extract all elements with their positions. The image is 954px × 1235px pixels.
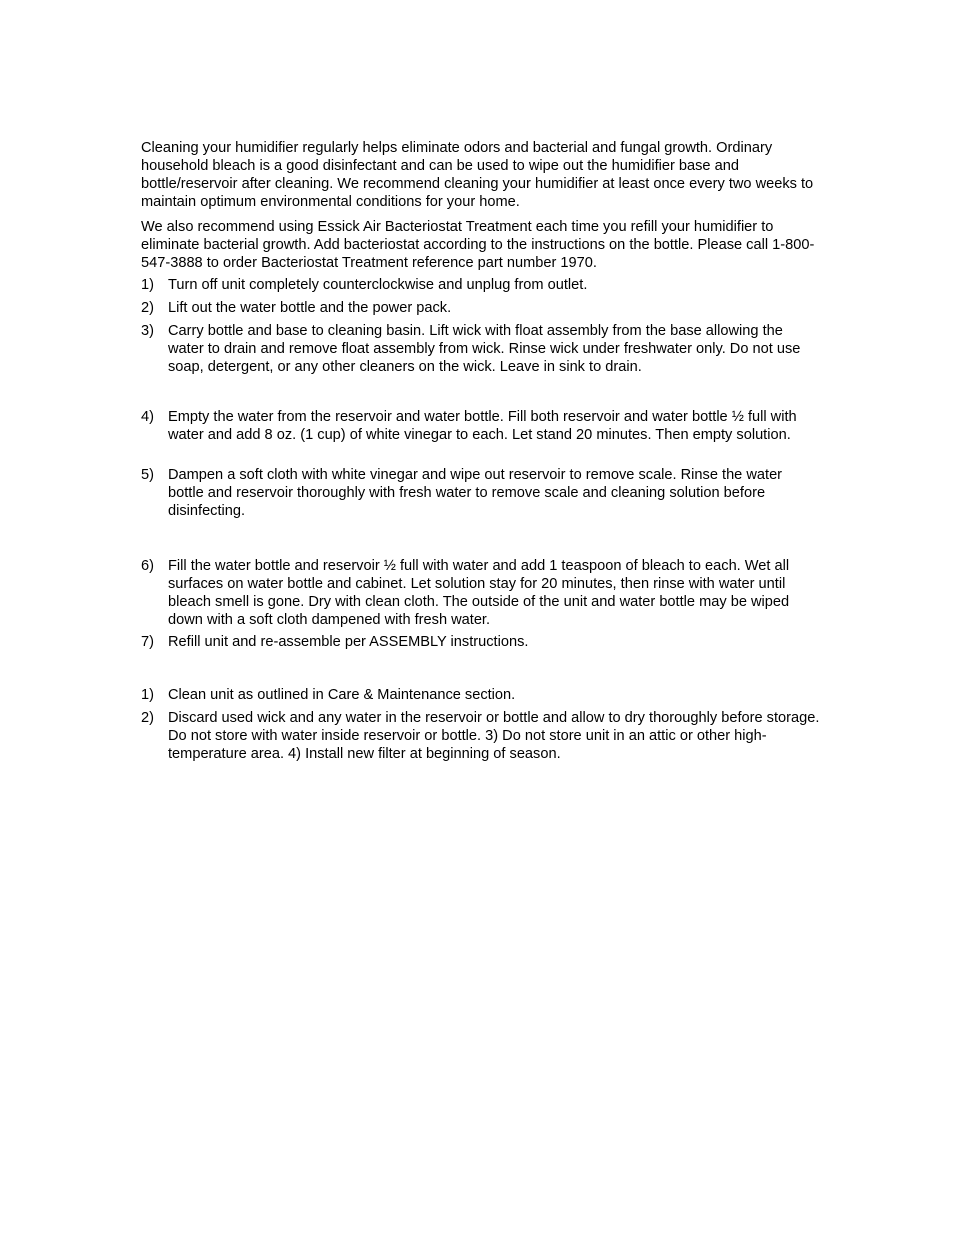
step-text: Clean unit as outlined in Care & Maintenance section. [168,687,516,703]
step-text: Fill the water bottle and reservoir ½ full with water and add 1 teaspoon of bleach to each. Wet all surfaces on water bottle and cabinet. Let solution stay for 20 minutes, then rinse with water until bleach smell is gone. Dry with clean cloth. The outside of the unit and water bottle may be wiped down with a soft cloth dampened with fresh water. [168,558,790,628]
step-number: 6) [141,558,154,574]
cleaning-step [141,408,821,444]
intro-paragraph-bacteriostat: We also recommend using Essick Air Bacteriostat Treatment each time you refill your humidifier to eliminate bacterial growth. Add bacteriostat according to the instructions on the bottle. Please call 1-800-547-3888 to order Bacteriostat Treatment reference part number 1970. [141,219,815,271]
cleaning-step [141,633,821,651]
step-number: 4) [141,409,154,425]
step-number: 2) [141,710,154,726]
step-text: Discard used wick and any water in the reservoir or bottle and allow to dry thoroughly before storage. Do not store with water inside reservoir or bottle. 3) Do not store unit in an attic or other high-temperature area. 4) Install new filter at beginning of season. [168,710,820,762]
step-text: Turn off unit completely counterclockwise and unplug from outlet. [168,277,588,293]
step-text: Dampen a soft cloth with white vinegar and wipe out reservoir to remove scale. Rinse the water bottle and reservoir thoroughly with fresh water to remove scale and cleaning solution before disinfecting. [168,467,783,519]
cleaning-step [141,299,821,317]
step-number: 1) [141,277,154,293]
step-number: 7) [141,634,154,650]
cleaning-step [141,322,821,376]
cleaning-step [141,466,821,520]
step-text: Refill unit and re-assemble per ASSEMBLY instructions. [168,634,529,650]
step-text: Empty the water from the reservoir and water bottle. Fill both reservoir and water bottle ½ full with water and add 8 oz. (1 cup) of white vinegar to each. Let stand 20 minutes. Then empty solution. [168,409,797,443]
cleaning-step [141,557,821,629]
cleaning-step [141,276,821,294]
step-text: Carry bottle and base to cleaning basin. Lift wick with float assembly from the base allowing the water to drain and remove float assembly from wick. Rinse wick under freshwater only. Do not use soap, detergent, or any other cleaners on the wick. Leave in sink to drain. [168,323,801,375]
storage-step [141,686,821,704]
intro-paragraph-cleaning: Cleaning your humidifier regularly helps eliminate odors and bacterial and fungal growth. Ordinary household bleach is a good disinfectant and can be used to wipe out the humidifier base and bottle/reservoir after cleaning. We recommend cleaning your humidifier at least once every two weeks to maintain optimum environmental conditions for your home. [141,140,814,210]
step-number: 2) [141,300,154,316]
step-number: 1) [141,687,154,703]
step-text: Lift out the water bottle and the power pack. [168,300,452,316]
storage-step [141,709,821,763]
step-number: 3) [141,323,154,339]
step-number: 5) [141,467,154,483]
